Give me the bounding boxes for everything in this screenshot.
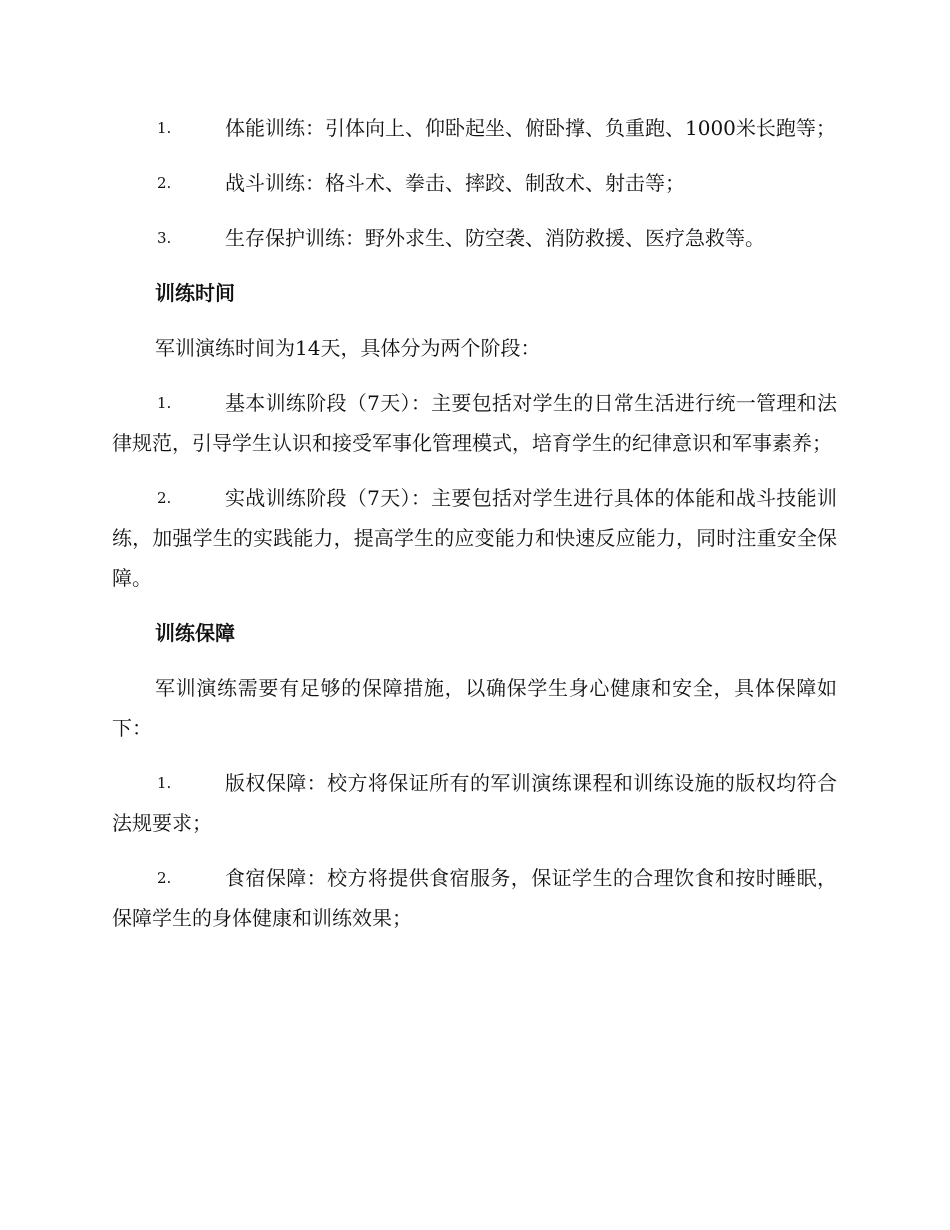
list-text: 实战训练阶段（7天）：主要包括对学生进行具体的体能和战斗技能训练，加强学生的实践能力，提高学生的应变能力和快速反应能力，同时注重安全保障。 <box>112 486 837 590</box>
list-text: 战斗训练：格斗术、拳击、摔跤、制敌术、射击等； <box>225 171 685 195</box>
section-intro-paragraph: 军训演练需要有足够的保障措施，以确保学生身心健康和安全，具体保障如下： <box>112 676 837 740</box>
list-number: 1. <box>157 774 172 792</box>
list-number: 2. <box>157 174 172 192</box>
list-item <box>112 478 837 598</box>
list-number: 2. <box>157 869 172 887</box>
list-item <box>112 858 837 938</box>
list-text: 版权保障：校方将保证所有的军训演练课程和训练设施的版权均符合法规要求； <box>112 771 837 835</box>
list-number: 3. <box>157 229 172 247</box>
list-item <box>112 383 837 463</box>
section-heading-training-guarantee: 训练保障 <box>155 621 235 645</box>
list-item <box>112 763 837 843</box>
list-number: 1. <box>157 394 172 412</box>
document-body <box>112 108 837 953</box>
list-text: 基本训练阶段（7天）：主要包括对学生的日常生活进行统一管理和法律规范，引导学生认识和接受军事化管理模式，培育学生的纪律意识和军事素养； <box>112 391 837 455</box>
list-item <box>112 108 837 148</box>
section-heading-training-time: 训练时间 <box>155 281 235 305</box>
list-number: 1. <box>157 119 172 137</box>
list-item <box>112 218 837 258</box>
list-text: 食宿保障：校方将提供食宿服务，保证学生的合理饮食和按时睡眠，保障学生的身体健康和训练效果； <box>112 866 837 930</box>
section-intro-paragraph: 军训演练时间为14天，具体分为两个阶段： <box>155 336 541 360</box>
list-item <box>112 163 837 203</box>
list-text: 生存保护训练：野外求生、防空袭、消防救援、医疗急救等。 <box>225 226 765 250</box>
list-number: 2. <box>157 489 172 507</box>
list-text: 体能训练：引体向上、仰卧起坐、俯卧撑、负重跑、1000米长跑等； <box>225 116 836 140</box>
